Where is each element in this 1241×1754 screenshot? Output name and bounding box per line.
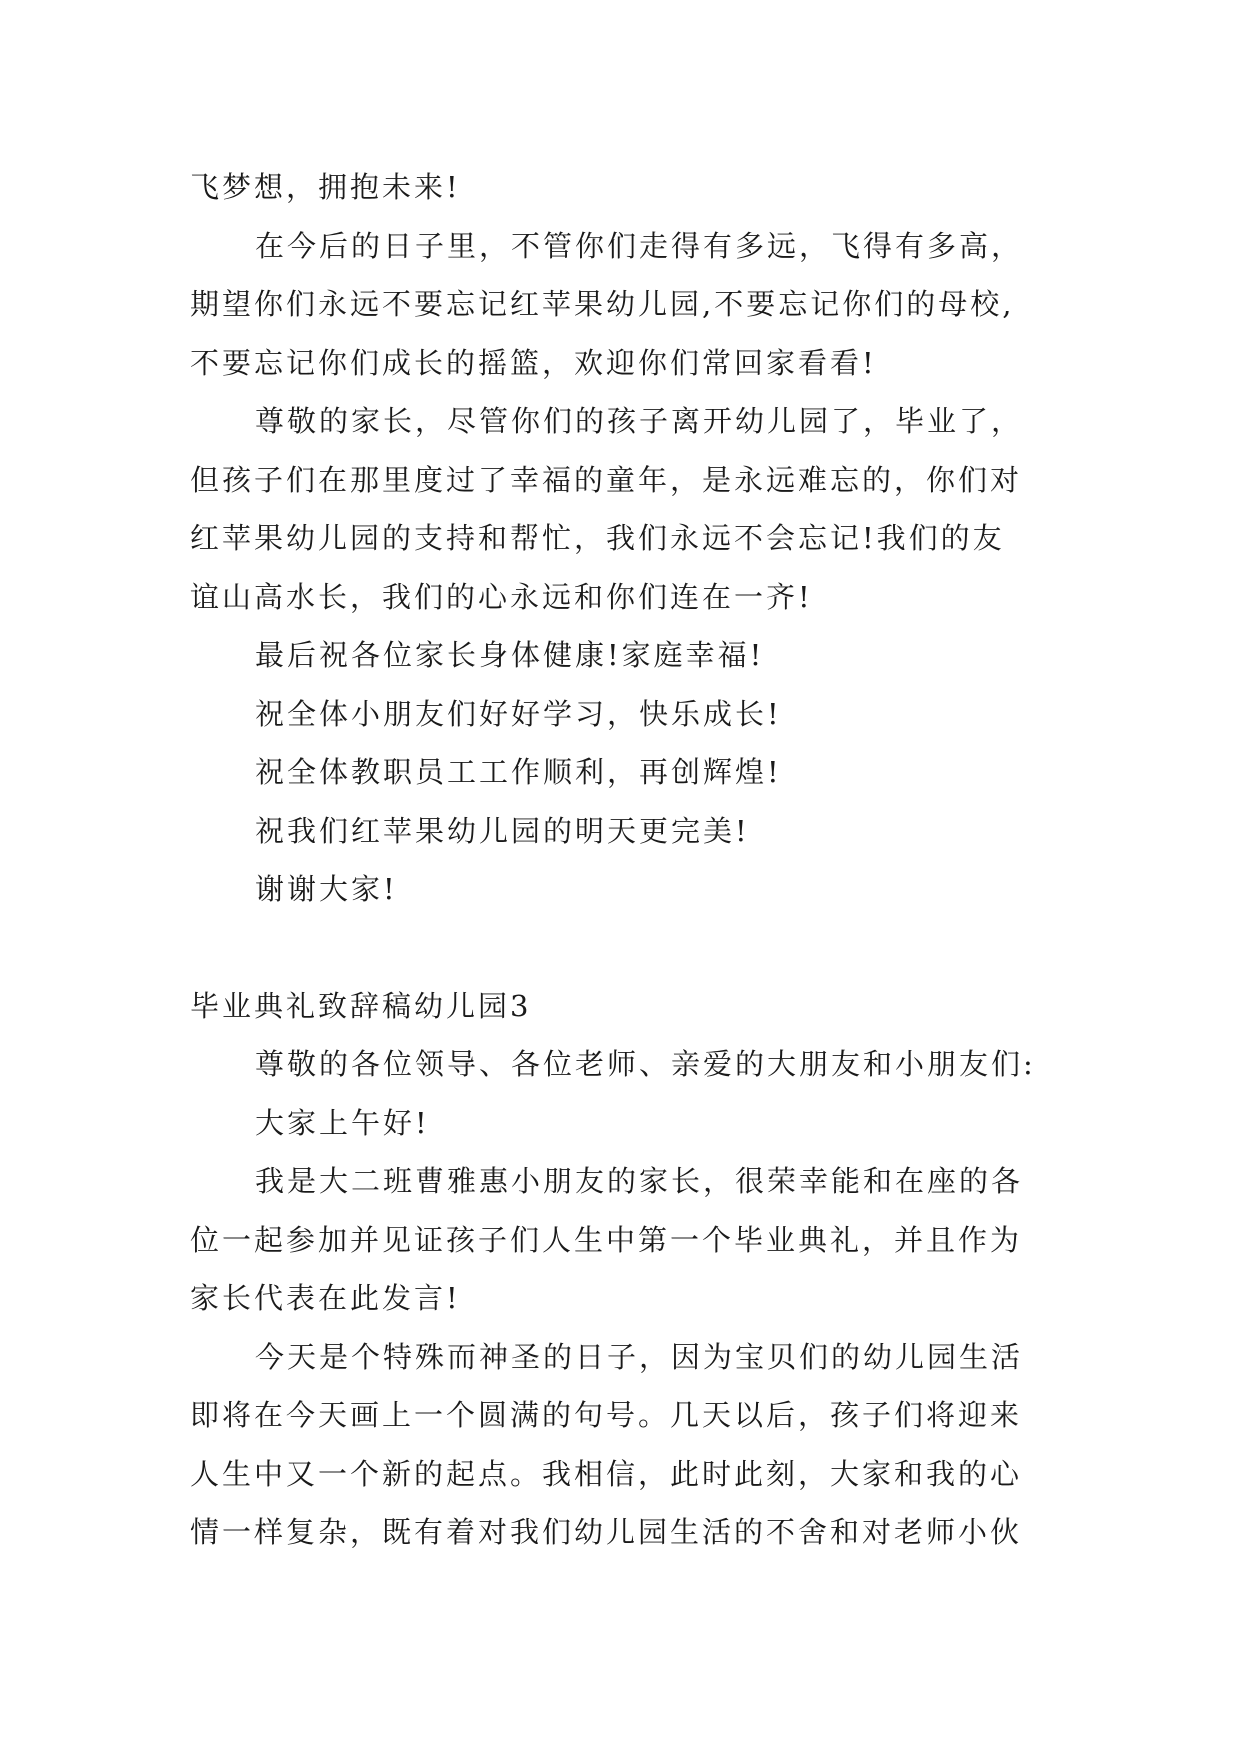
paragraph-line: 但孩子们在那里度过了幸福的童年，是永远难忘的，你们对	[190, 462, 1023, 497]
paragraph-line: 尊敬的各位领导、各位老师、亲爱的大朋友和小朋友们:	[255, 1047, 1036, 1081]
paragraph-line: 最后祝各位家长身体健康!家庭幸福!	[255, 638, 765, 672]
paragraph-line: 期望你们永远不要忘记红苹果幼儿园,不要忘记你们的母校,	[190, 287, 1015, 321]
paragraph-line: 谊山高水长，我们的心永远和你们连在一齐!	[190, 579, 813, 614]
paragraph-line: 我是大二班曹雅惠小朋友的家长，很荣幸能和在座的各	[255, 1164, 1024, 1198]
paragraph-line: 不要忘记你们成长的摇篮，欢迎你们常回家看看!	[190, 345, 877, 380]
paragraph-line: 人生中又一个新的起点。我相信，此时此刻，大家和我的心	[190, 1456, 1023, 1491]
paragraph-line: 今天是个特殊而神圣的日子，因为宝贝们的幼儿园生活	[255, 1339, 1024, 1374]
section-spacer	[190, 919, 1090, 977]
paragraph-line: 情一样复杂，既有着对我们幼儿园生活的不舍和对老师小伙	[190, 1515, 1023, 1549]
paragraph-line: 在今后的日子里，不管你们走得有多远，飞得有多高，	[255, 228, 1024, 263]
paragraph-line: 飞梦想，拥抱未来!	[190, 170, 461, 204]
paragraph-line: 大家上午好!	[255, 1105, 430, 1140]
paragraph-line: 红苹果幼儿园的支持和帮忙，我们永远不会忘记!我们的友	[190, 521, 1005, 555]
section-title: 毕业典礼致辞稿幼儿园3	[190, 988, 532, 1023]
paragraph-line: 位一起参加并见证孩子们人生中第一个毕业典礼，并且作为	[190, 1222, 1023, 1257]
paragraph-line: 即将在今天画上一个圆满的句号。几天以后，孩子们将迎来	[190, 1398, 1023, 1432]
paragraph-line: 谢谢大家!	[255, 872, 398, 906]
paragraph-line: 祝我们红苹果幼儿园的明天更完美!	[255, 813, 750, 848]
paragraph-line: 尊敬的家长，尽管你们的孩子离开幼儿园了，毕业了，	[255, 404, 1024, 438]
paragraph-line: 祝全体教职员工工作顺利，再创辉煌!	[255, 755, 782, 789]
paragraph-line: 祝全体小朋友们好好学习，快乐成长!	[255, 696, 782, 731]
paragraph-line: 家长代表在此发言!	[190, 1281, 461, 1315]
document-body	[190, 158, 1090, 1562]
